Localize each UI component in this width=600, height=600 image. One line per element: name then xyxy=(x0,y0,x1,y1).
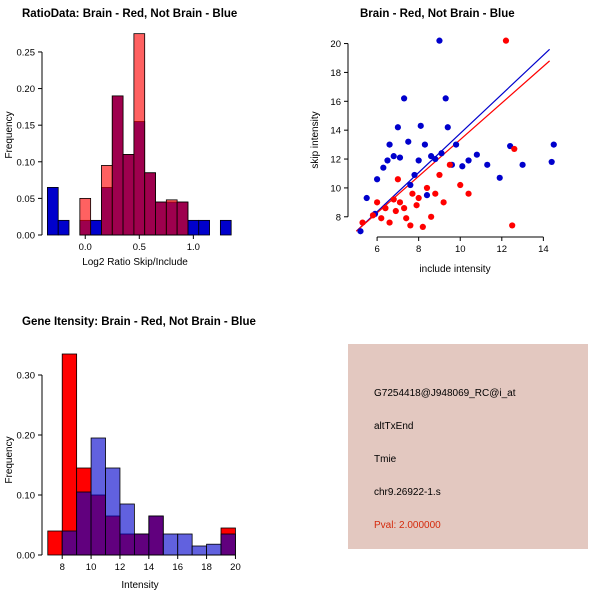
info-gene: Tmie xyxy=(374,454,397,465)
gene-histogram-ylabel: Frequency xyxy=(4,436,15,484)
svg-text:8: 8 xyxy=(59,562,65,573)
svg-text:0.10: 0.10 xyxy=(16,157,35,169)
scatter-xlabel: include intensity xyxy=(419,264,491,275)
svg-text:0.00: 0.00 xyxy=(16,230,35,242)
svg-text:14: 14 xyxy=(538,244,549,255)
svg-text:0.0: 0.0 xyxy=(78,242,92,253)
gene-histogram-xlabel: Intensity xyxy=(121,580,159,591)
svg-text:8: 8 xyxy=(416,244,422,255)
ratio-histogram-bars xyxy=(47,34,231,235)
svg-text:0.10: 0.10 xyxy=(16,490,35,502)
info-pval: Pval: 2.000000 xyxy=(374,520,441,531)
svg-text:10: 10 xyxy=(85,562,97,573)
svg-text:10: 10 xyxy=(330,183,341,195)
gene-histogram-bars xyxy=(48,354,236,555)
svg-text:0.30: 0.30 xyxy=(16,370,35,382)
svg-text:14: 14 xyxy=(143,562,155,573)
ratio-histogram-ylabel: Frequency xyxy=(4,111,15,159)
svg-text:12: 12 xyxy=(496,244,508,255)
svg-text:16: 16 xyxy=(172,562,183,573)
svg-text:1.0: 1.0 xyxy=(186,242,200,253)
svg-text:14: 14 xyxy=(330,125,341,137)
panel-ratio-histogram xyxy=(0,0,300,300)
ratio-histogram-xlabel: Log2 Ratio Skip/Include xyxy=(82,257,188,268)
panel-gene-histogram xyxy=(0,300,300,600)
svg-text:8: 8 xyxy=(335,212,341,224)
svg-text:0.00: 0.00 xyxy=(16,550,35,562)
info-box xyxy=(348,344,588,549)
svg-text:10: 10 xyxy=(454,244,466,255)
svg-text:0.25: 0.25 xyxy=(16,47,35,59)
svg-text:20: 20 xyxy=(330,39,341,51)
svg-text:0.20: 0.20 xyxy=(16,84,35,96)
ratio-histogram-plot xyxy=(0,0,300,300)
info-probe-id: G7254418@J948069_RC@i_at xyxy=(374,388,516,399)
svg-text:12: 12 xyxy=(114,562,126,573)
svg-text:20: 20 xyxy=(230,562,241,573)
scatter-ylabel: skip intensity xyxy=(310,111,321,169)
info-locus: chr9.26922-1.s xyxy=(374,487,441,498)
svg-text:0.15: 0.15 xyxy=(16,120,35,132)
scatter-title: Brain - Red, Not Brain - Blue xyxy=(360,8,515,20)
gene-histogram-plot xyxy=(0,300,300,600)
svg-text:12: 12 xyxy=(330,154,341,166)
svg-text:0.5: 0.5 xyxy=(132,242,146,253)
svg-text:18: 18 xyxy=(330,67,341,79)
panel-scatter xyxy=(300,0,600,300)
svg-text:16: 16 xyxy=(330,96,341,108)
ratio-histogram-title: RatioData: Brain - Red, Not Brain - Blue xyxy=(22,8,238,20)
svg-text:6: 6 xyxy=(374,244,380,255)
svg-text:0.20: 0.20 xyxy=(16,430,35,442)
svg-text:18: 18 xyxy=(201,562,212,573)
info-event-type: altTxEnd xyxy=(374,421,414,432)
scatter-fit-lines xyxy=(356,49,549,231)
scatter-plot xyxy=(300,0,600,300)
svg-text:0.05: 0.05 xyxy=(16,193,35,205)
gene-histogram-title: Gene Itensity: Brain - Red, Not Brain - Blue xyxy=(22,316,256,328)
